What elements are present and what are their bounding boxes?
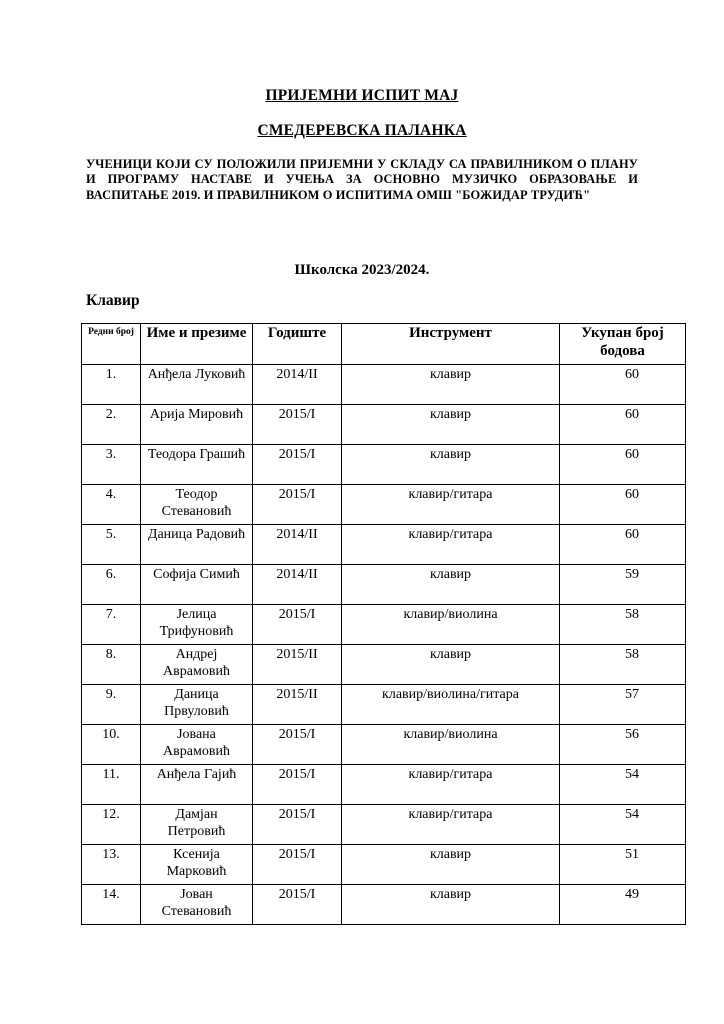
column-header-points: Укупан број бодова — [560, 324, 686, 365]
cell-instrument: клавир/виолина — [342, 725, 560, 765]
cell-points: 60 — [560, 405, 686, 445]
cell-points: 58 — [560, 605, 686, 645]
cell-name: Ксенија Марковић — [141, 845, 253, 885]
cell-year: 2015/I — [253, 485, 342, 525]
cell-instrument: клавир/гитара — [342, 525, 560, 565]
column-header-instrument: Инструмент — [342, 324, 560, 365]
cell-name: Теодор Стевановић — [141, 485, 253, 525]
school-year: Школска 2023/2024. — [294, 262, 430, 278]
cell-number: 8. — [82, 645, 141, 685]
cell-instrument: клавир — [342, 885, 560, 925]
table-row — [82, 605, 686, 645]
cell-name: Јована Аврамовић — [141, 725, 253, 765]
cell-number: 11. — [82, 765, 141, 805]
cell-name: Теодора Грашић — [141, 445, 253, 485]
cell-number: 10. — [82, 725, 141, 765]
cell-year: 2015/II — [253, 685, 342, 725]
cell-points: 49 — [560, 885, 686, 925]
table-row — [82, 485, 686, 525]
cell-instrument: клавир/гитара — [342, 485, 560, 525]
table-row — [82, 765, 686, 805]
section-title: Клавир — [86, 292, 140, 309]
cell-name: Даница Првуловић — [141, 685, 253, 725]
table-body — [82, 365, 686, 925]
cell-name: Јован Стевановић — [141, 885, 253, 925]
cell-instrument: клавир — [342, 845, 560, 885]
cell-year: 2015/I — [253, 605, 342, 645]
table-row — [82, 685, 686, 725]
cell-instrument: клавир — [342, 645, 560, 685]
results-table — [81, 323, 686, 925]
document-title: ПРИЈЕМНИ ИСПИТ МАЈ — [265, 87, 459, 104]
table-row — [82, 845, 686, 885]
cell-points: 60 — [560, 445, 686, 485]
cell-year: 2014/II — [253, 565, 342, 605]
table-row — [82, 445, 686, 485]
table-row — [82, 885, 686, 925]
column-header-name: Име и презиме — [141, 324, 253, 365]
table-row — [82, 725, 686, 765]
cell-year: 2015/I — [253, 725, 342, 765]
cell-number: 3. — [82, 445, 141, 485]
cell-points: 51 — [560, 845, 686, 885]
cell-name: Софија Симић — [141, 565, 253, 605]
cell-instrument: клавир/гитара — [342, 805, 560, 845]
cell-instrument: клавир — [342, 445, 560, 485]
cell-name: Арија Мировић — [141, 405, 253, 445]
notice-paragraph: УЧЕНИЦИ КОЈИ СУ ПОЛОЖИЛИ ПРИЈЕМНИ У СКЛАДУ СА ПРАВИЛНИКОМ О ПЛАНУ И ПРОГРАМУ НАСТАВЕ И УЧЕЊА ЗА ОСНОВНО МУЗИЧКО ОБРАЗОВАЊЕ И ВАСПИТАЊЕ 2019. И ПРАВИЛНИКОМ О ИСПИТИМА ОМШ "БОЖИДАР ТРУДИЋ" — [86, 157, 638, 202]
cell-points: 56 — [560, 725, 686, 765]
cell-year: 2015/I — [253, 845, 342, 885]
column-header-year: Годиште — [253, 324, 342, 365]
cell-name: Андреј Аврамовић — [141, 645, 253, 685]
table-row — [82, 405, 686, 445]
cell-points: 60 — [560, 485, 686, 525]
cell-name: Анђела Гајић — [141, 765, 253, 805]
cell-year: 2015/II — [253, 645, 342, 685]
cell-number: 12. — [82, 805, 141, 845]
cell-number: 2. — [82, 405, 141, 445]
cell-points: 59 — [560, 565, 686, 605]
document-subtitle: СМЕДЕРЕВСКА ПАЛАНКА — [257, 122, 467, 139]
cell-number: 6. — [82, 565, 141, 605]
cell-number: 5. — [82, 525, 141, 565]
cell-year: 2014/II — [253, 365, 342, 405]
cell-instrument: клавир — [342, 365, 560, 405]
cell-points: 60 — [560, 525, 686, 565]
cell-year: 2015/I — [253, 405, 342, 445]
table-row — [82, 525, 686, 565]
column-header-number: Редни број — [82, 324, 141, 365]
cell-number: 7. — [82, 605, 141, 645]
table-header-row — [82, 324, 686, 365]
cell-number: 14. — [82, 885, 141, 925]
cell-instrument: клавир/виолина/гитара — [342, 685, 560, 725]
cell-year: 2014/II — [253, 525, 342, 565]
cell-year: 2015/I — [253, 445, 342, 485]
cell-points: 58 — [560, 645, 686, 685]
cell-name: Анђела Луковић — [141, 365, 253, 405]
cell-year: 2015/I — [253, 765, 342, 805]
cell-points: 60 — [560, 365, 686, 405]
table-row — [82, 645, 686, 685]
cell-name: Јелица Трифуновић — [141, 605, 253, 645]
cell-number: 4. — [82, 485, 141, 525]
cell-points: 54 — [560, 805, 686, 845]
cell-points: 54 — [560, 765, 686, 805]
cell-points: 57 — [560, 685, 686, 725]
cell-instrument: клавир/виолина — [342, 605, 560, 645]
table-row — [82, 565, 686, 605]
cell-instrument: клавир — [342, 405, 560, 445]
table-row — [82, 805, 686, 845]
table-row — [82, 365, 686, 405]
cell-number: 9. — [82, 685, 141, 725]
cell-name: Дамјан Петровић — [141, 805, 253, 845]
cell-instrument: клавир — [342, 565, 560, 605]
cell-number: 1. — [82, 365, 141, 405]
cell-instrument: клавир/гитара — [342, 765, 560, 805]
cell-name: Даница Радовић — [141, 525, 253, 565]
cell-year: 2015/I — [253, 805, 342, 845]
cell-number: 13. — [82, 845, 141, 885]
cell-year: 2015/I — [253, 885, 342, 925]
